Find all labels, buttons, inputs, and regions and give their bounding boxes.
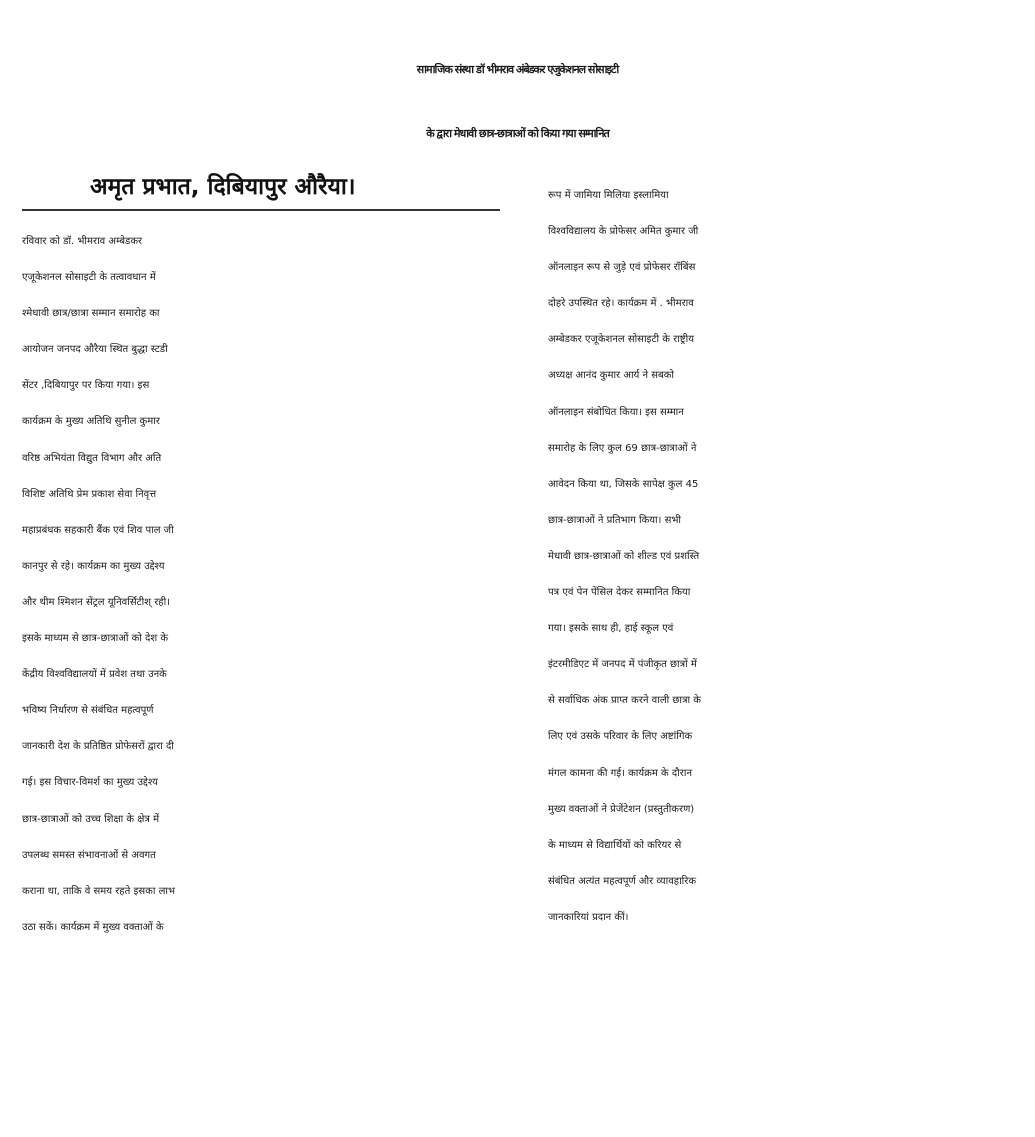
article-text-line: रूप में जामिया मिलिया इस्लामिया (548, 190, 669, 201)
article-text-line: मेधावी छात्र-छात्राओं को शील्ड एवं प्रशस्ति (548, 550, 700, 562)
article-text-line: से सर्वाधिक अंक प्राप्त करने वाली छात्रा के (548, 695, 701, 707)
article-text-line: श्मेधावी छात्र/छात्रा सम्मान समारोह का (22, 308, 160, 320)
article-text-line: विश्वविद्यालय के प्रोफेसर अमित कुमार जी (548, 226, 699, 238)
article-text-line: आयोजन जनपद औरैया स्थित बुद्धा स्टडी (22, 344, 168, 356)
article-text-line: गया। इसके साथ ही, हाई स्कूल एवं (548, 623, 674, 635)
article-text-line: भविष्य निर्धारण से संबंधित महत्वपूर्ण (22, 705, 154, 717)
article-text-line: वरिष्ठ अभियंता विद्युत विभाग और अति (22, 452, 162, 464)
headline-line-2: के द्वारा मेधावी छात्र-छात्राओं को किया गया सम्मानित (426, 127, 609, 140)
article-text-line: कराना था, ताकि वे समय रहते इसका लाभ (22, 885, 176, 897)
article-text-line: अध्यक्ष आनंद कुमार आर्य ने सबको (548, 370, 674, 382)
article-text-line: जानकारी देश के प्रतिष्ठित प्रोफेसरों द्वारा दी (22, 741, 174, 753)
article-text-line: इसके माध्यम से छात्र-छात्राओं को देश के (22, 633, 169, 645)
article-text-line: संबंधित अत्यंत महत्वपूर्ण और व्यावहारिक (548, 875, 697, 887)
headline-line-1: सामाजिक संस्था डॉ भीमराव अंबेडकर एजुकेशनल सोसाइटी (416, 63, 619, 76)
article-text-line: दोहरे उपस्थित रहे। कार्यक्रम में . भीमराव (548, 298, 694, 310)
article-text-line: जानकारियां प्रदान कीं। (548, 911, 629, 923)
article-column-left (22, 224, 512, 946)
byline-divider (22, 209, 500, 211)
article-text-line: इंटरमीडिएट में जनपद में पंजीकृत छात्रों में (548, 659, 697, 671)
article-text-line: कार्यक्रम के मुख्य अतिथि सुनील कुमार (22, 416, 160, 428)
article-text-line: अम्बेडकर एजूकेशनल सोसाइटी के राष्ट्रीय (548, 334, 695, 346)
article-text-line: लिए एवं उसके परिवार के लिए अष्टांगिक (548, 731, 693, 743)
byline: अमृत प्रभात, दिबियापुर औरैया। (90, 174, 356, 200)
article-text-line: पत्र एवं पेन पेंसिल देकर सम्मानित किया (548, 587, 691, 599)
article-column-right (548, 178, 1020, 936)
article-text-line: ऑनलाइन रूप से जुड़े एवं प्रोफेसर रॉबिंस (548, 262, 696, 274)
article-text-line: समारोह के लिए कुल 69 छात्र-छात्राओं ने (548, 442, 697, 454)
article-text-line: रविवार को डॉ. भीमराव अम्बेडकर (22, 236, 143, 247)
article-text-line: महाप्रबंधक सहकारी बैंक एवं शिव पाल जी (22, 524, 174, 536)
article-text-line: मुख्य वक्ताओं ने प्रेजेंटेशन (प्रस्तुतीकरण) (548, 803, 695, 815)
article-text-line: उपलब्ध समस्त संभावनाओं से अवगत (22, 849, 156, 861)
article-text-line: ऑनलाइन संबोधित किया। इस सम्मान (548, 406, 684, 418)
article-text-line: कानपुर से रहे। कार्यक्रम का मुख्य उद्देश्य (22, 560, 165, 572)
article-text-line: गई। इस विचार-विमर्श का मुख्य उद्देश्य (22, 777, 158, 789)
article-text-line: एजूकेशनल सोसाइटी के तत्वावधान में (22, 272, 156, 284)
article-text-line: केंद्रीय विश्वविद्यालयों में प्रवेश तथा उनके (22, 669, 167, 681)
article-text-line: छात्र-छात्राओं ने प्रतिभाग किया। सभी (548, 514, 681, 526)
headline (0, 38, 1035, 166)
article-text-line: और थीम श्मिशन सेंट्रल यूनिवर्सिटीश् रही। (22, 596, 170, 608)
article-text-line: सेंटर ,दिबियापुर पर किया गया। इस (22, 380, 150, 392)
article-text-line: मंगल कामना की गई। कार्यक्रम के दौरान (548, 767, 692, 779)
article-text-line: विशिष्ट अतिथि प्रेम प्रकाश सेवा निवृत्त (22, 488, 157, 500)
article-text-line: उठा सकें। कार्यक्रम में मुख्य वक्ताओं के (22, 921, 164, 933)
article-text-line: आवेदन किया था, जिसके सापेक्ष कुल 45 (548, 478, 699, 490)
article-text-line: छात्र-छात्राओं को उच्च शिक्षा के क्षेत्र में (22, 813, 160, 825)
article-text-line: के माध्यम से विद्यार्थियों को करियर से (548, 839, 682, 851)
